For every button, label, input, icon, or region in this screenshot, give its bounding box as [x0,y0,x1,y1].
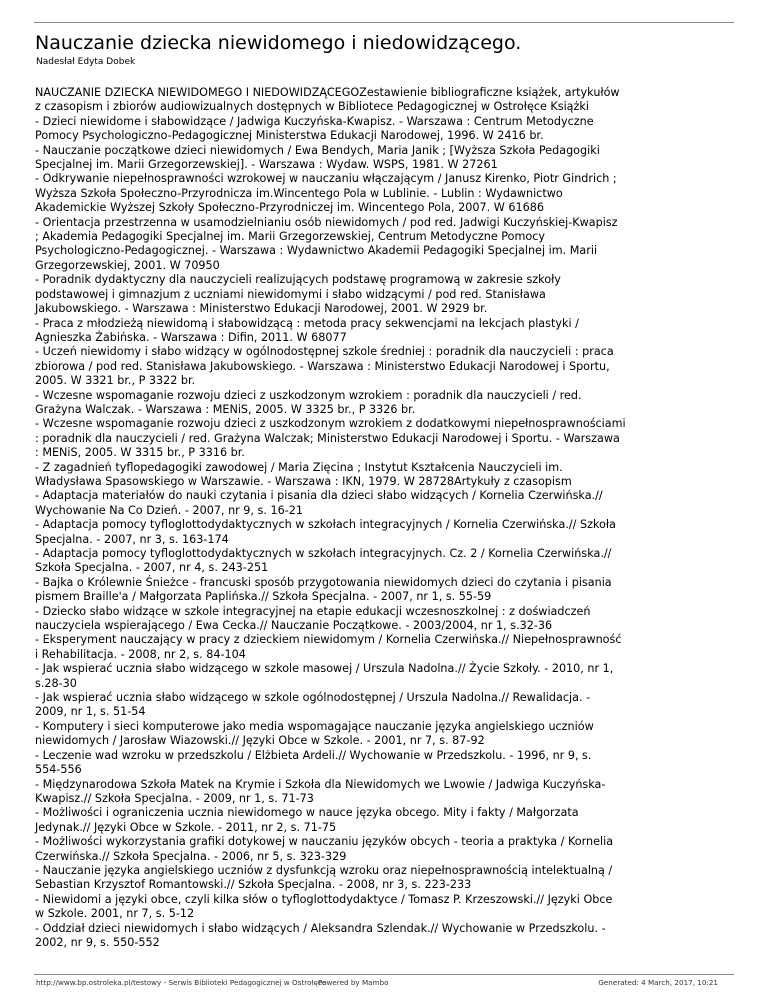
bibliography-line: Jedynak.// Języki Obce w Szkole. - 2011, nr 2, s. 71-75 [35,820,337,834]
bibliography-line: NAUCZANIE DZIECKA NIEWIDOMEGO I NIEDOWIDZĄCEGOZestawienie bibliograficzne książek, artykułów [35,86,620,99]
bibliography-line: Jakubowskiego. - Warszawa : Ministerstwo Edukacji Narodowej, 2001. W 2929 br. [35,302,488,316]
bibliography-line: - Z zagadnień tyflopedagogiki zawodowej / Maria Zięcina ; Instytut Kształcenia Nauczycieli im. [35,460,563,474]
bibliography-line: s.28-30 [35,676,77,690]
bibliography-line: - Nauczanie języka angielskiego uczniów z dysfunkcją wzroku oraz niepełnosprawnością intelektualną / [35,863,613,877]
bibliography-line: - Praca z młodzieżą niewidomą i słabowidzącą : metoda pracy sekwencjami na lekcjach plastyki / [35,316,579,330]
bibliography-line: - Bajka o Królewnie Śnieżce - francuski sposób przygotowania niewidomych dzieci do czytania i pisania [35,575,612,589]
bibliography-body [35,86,745,950]
bibliography-line: Psychologiczno-Pedagogicznej. - Warszawa : Wydawnictwo Akademii Pedagogiki Specjalnej im. Marii [35,244,598,258]
bibliography-line: - Leczenie wad wzroku w przedszkolu / Elżbieta Ardeli.// Wychowanie w Przedszkolu. - 1996, nr 9, s. [35,748,592,762]
bibliography-line: - Komputery i sieci komputerowe jako media wspomagające nauczanie języka angielskiego uczniów [35,719,594,733]
bibliography-line: - Oddział dzieci niewidomych i słabo widzących / Aleksandra Szlendak.// Wychowanie w Przedszkolu. - [35,921,606,935]
bibliography-line: Czerwińska.// Szkoła Specjalna. - 2006, nr 5, s. 323-329 [35,849,347,863]
bibliography-line: Specjalnej im. Marii Grzegorzewskiej]. - Warszawa : Wydaw. WSPS, 1981. W 27261 [35,158,498,172]
top-rule [34,22,734,23]
bibliography-line: - Dzieci niewidome i słabowidzące / Jadwiga Kuczyńska-Kwapisz. - Warszawa : Centrum Metodyczne [35,114,594,128]
footer-rule [34,974,734,975]
bibliography-line: pismem Braille'a / Małgorzata Paplińska.// Szkoła Specjalna. - 2007, nr 1, s. 55-59 [35,590,492,604]
bibliography-line: - Niewidomi a języki obce, czyli kilka słów o tyfloglottodydaktyce / Tomasz P. Krzeszowski.// Języki Obce [35,892,613,906]
page-title: Nauczanie dziecka niewidomego i niedowidzącego. [35,32,522,54]
bibliography-line: Sebastian Krzysztof Romantowski.// Szkoła Specjalna. - 2008, nr 3, s. 223-233 [35,878,472,892]
bibliography-line: Wychowanie Na Co Dzień. - 2007, nr 9, s. 16-21 [35,503,303,517]
bibliography-line: - Jak wspierać ucznia słabo widzącego w szkole masowej / Urszula Nadolna.// Życie Szkoły. - 2010, nr 1, [35,662,614,676]
bibliography-line: - Wczesne wspomaganie rozwoju dzieci z uszkodzonym wzrokiem : poradnik dla nauczycieli / red. [35,388,582,402]
bibliography-line: Agnieszka Żabińska. - Warszawa : Difin, 2011. W 68077 [35,330,347,344]
bibliography-line: : MENiS, 2005. W 3315 br., P 3316 br. [35,446,245,460]
bibliography-line: i Rehabilitacja. - 2008, nr 2, s. 84-104 [35,647,246,661]
bibliography-line: Akademickie Wyższej Szkoły Społeczno-Przyrodniczej im. Wincentego Pola, 2007. W 61686 [35,201,544,215]
bibliography-line: - Adaptacja materiałów do nauki czytania i pisania dla dzieci słabo widzących / Kornelia Czerwińska.// [35,489,603,503]
bibliography-line: 554-556 [35,763,82,777]
bibliography-line: w Szkole. 2001, nr 7, s. 5-12 [35,907,195,921]
bibliography-line: - Adaptacja pomocy tyfloglottodydaktycznych w szkołach integracyjnych / Kornelia Czerwińska.// Szkoła [35,518,616,532]
footer-url[interactable]: http://www.bp.ostroleka.pl/testowy - Serwis Biblioteki Pedagogicznej w Ostrołęce [36,978,327,987]
bibliography-line: 2009, nr 1, s. 51-54 [35,705,146,719]
bibliography-line: - Adaptacja pomocy tyfloglottodydaktycznych w szkołach integracyjnych. Cz. 2 / Kornelia Czerwińska.// [35,547,612,560]
bibliography-line: podstawowej i gimnazjum z uczniami niewidomymi i słabo widzącymi / pod red. Stanisława [35,287,546,301]
bibliography-line: Pomocy Psychologiczno-Pedagogicznej Ministerstwa Edukacji Narodowej, 1996. W 2416 br. [35,129,544,143]
bibliography-line: 2002, nr 9, s. 550-552 [35,935,160,949]
bibliography-line: : poradnik dla nauczycieli / red. Grażyna Walczak; Ministerstwo Edukacji Narodowej i Sportu. - Warszawa [35,431,620,445]
bibliography-line: - Jak wspierać ucznia słabo widzącego w szkole ogólnodostępnej / Urszula Nadolna.// Rewalidacja. - [35,691,591,705]
bibliography-line: ; Akademia Pedagogiki Specjalnej im. Marii Grzegorzewskiej, Centrum Metodyczne Pomocy [35,230,546,244]
bibliography-line: - Nauczanie początkowe dzieci niewidomych / Ewa Bendych, Maria Janik ; [Wyższa Szkoła Pedagogiki [35,143,600,157]
bibliography-line: Grzegorzewskiej, 2001. W 70950 [35,258,220,272]
bibliography-line: - Dziecko słabo widzące w szkole integracyjnej na etapie edukacji wczesnoszkolnej : z doświadczeń [35,604,591,618]
author-byline: Nadesłał Edyta Dobek [36,57,136,67]
bibliography-line: z czasopism i zbiorów audiowizualnych dostępnych w Bibliotece Pedagogicznej w Ostrołęce Książki [35,100,589,114]
bibliography-line: Wyższa Szkoła Społeczno-Przyrodnicza im.Wincentego Pola w Lublinie. - Lublin : Wydawnictwo [35,186,563,200]
bibliography-line: - Możliwości wykorzystania grafiki dotykowej w nauczaniu języków obcych - teoria a praktyka / Kornelia [35,835,614,849]
bibliography-line: - Poradnik dydaktyczny dla nauczycieli realizujących podstawę programową w zakresie szkoły [35,273,561,287]
bibliography-line: zbiorowa / pod red. Stanisława Jakubowskiego. - Warszawa : Ministerstwo Edukacji Narodowej i Sportu, [35,359,610,373]
footer-powered: Powered by Mambo [318,978,389,987]
bibliography-line: nauczyciela wspierającego / Ewa Cecka.// Nauczanie Początkowe. - 2003/2004, nr 1, s.32-36 [35,619,553,633]
bibliography-line: - Międzynarodowa Szkoła Matek na Krymie i Szkoła dla Niewidomych we Lwowie / Jadwiga Kuczyńska- [35,777,606,791]
bibliography-line: niewidomych / Jarosław Wiazowski.// Języki Obce w Szkole. - 2001, nr 7, s. 87-92 [35,734,485,748]
bibliography-line: 2005. W 3321 br., P 3322 br. [35,374,196,388]
bibliography-line: - Wczesne wspomaganie rozwoju dzieci z uszkodzonym wzrokiem z dodatkowymi niepełnosprawnościami [35,417,626,431]
bibliography-line: Szkoła Specjalna. - 2007, nr 4, s. 243-251 [35,561,269,575]
bibliography-line: - Eksperyment nauczający w pracy z dzieckiem niewidomym / Kornelia Czerwińska.// Niepełnosprawność [35,633,622,647]
bibliography-line: - Orientacja przestrzenna w usamodzielnianiu osób niewidomych / pod red. Jadwigi Kuczyńskiej-Kwapisz [35,215,618,229]
bibliography-line: - Możliwości i ograniczenia ucznia niewidomego w nauce języka obcego. Mity i fakty / Małgorzata [35,806,579,820]
footer-generated: Generated: 4 March, 2017, 10:21 [598,978,718,987]
bibliography-line: Grażyna Walczak. - Warszawa : MENiS, 2005. W 3325 br., P 3326 br. [35,402,416,416]
bibliography-line: Władysława Spasowskiego w Warszawie. - Warszawa : IKN, 1979. W 28728Artykuły z czasopism [35,474,572,488]
bibliography-line: - Odkrywanie niepełnosprawności wzrokowej w nauczaniu włączającym / Janusz Kirenko, Piotr Gindrich ; [35,172,617,186]
bibliography-line: Specjalna. - 2007, nr 3, s. 163-174 [35,532,229,546]
bibliography-line: Kwapisz.// Szkoła Specjalna. - 2009, nr 1, s. 71-73 [35,791,314,805]
bibliography-line: - Uczeń niewidomy i słabo widzący w ogólnodostępnej szkole średniej : poradnik dla nauczycieli : praca [35,345,614,359]
